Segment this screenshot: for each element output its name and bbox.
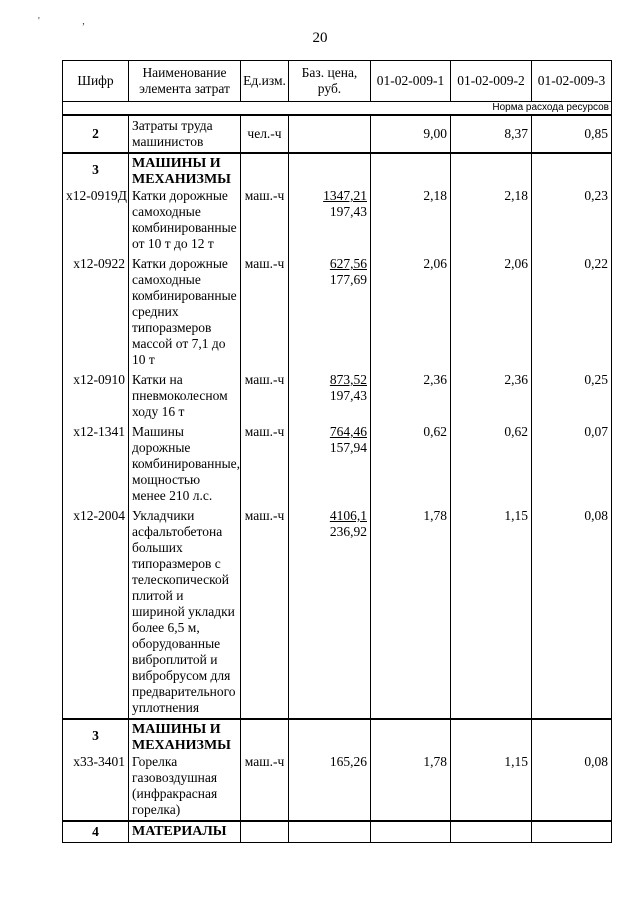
price-wage: 177,69 — [329, 272, 367, 287]
price-base: 764,46 — [329, 424, 367, 439]
row-name: Затраты труда машинистов — [129, 115, 241, 153]
section-code: 4 — [63, 821, 129, 843]
row-v2: 0,62 — [451, 422, 532, 506]
row-name: Катки дорожные самоходные комбинированные от 10 т до 12 т — [129, 188, 241, 254]
row-unit: маш.-ч — [241, 188, 289, 254]
header-price: Баз. цена, руб. — [289, 61, 371, 102]
row-name: Катки дорожные самоходные комбинированные средних типоразмеров массой от 7,1 до 10 т — [129, 254, 241, 370]
table-section-machines — [63, 153, 612, 188]
row-v1: 1,78 — [371, 754, 451, 821]
price-wage: 157,94 — [329, 440, 367, 455]
table-row — [63, 422, 612, 506]
section-code: 3 — [92, 162, 99, 177]
row-unit: маш.-ч — [241, 506, 289, 719]
row-v2: 8,37 — [451, 115, 532, 153]
row-code: х12-2004 — [63, 506, 129, 719]
header-name: Наименование элемента затрат — [129, 61, 241, 102]
row-v3: 0,25 — [532, 370, 612, 422]
row-code: х12-0910 — [63, 370, 129, 422]
price-base: 1347,21 — [323, 188, 367, 203]
row-v3: 0,08 — [532, 754, 612, 821]
table-row — [63, 254, 612, 370]
row-v3: 0,08 — [532, 506, 612, 719]
row-v1: 2,18 — [371, 188, 451, 254]
table-section-materials — [63, 821, 612, 843]
row-code: х33-3401 — [63, 754, 129, 821]
row-v2: 2,18 — [451, 188, 532, 254]
row-v2: 1,15 — [451, 506, 532, 719]
row-unit: чел.-ч — [241, 115, 289, 153]
row-unit: маш.-ч — [241, 370, 289, 422]
scan-marks: ' , — [38, 16, 105, 27]
row-v1: 1,78 — [371, 506, 451, 719]
row-v1: 2,06 — [371, 254, 451, 370]
row-v3: 0,85 — [532, 115, 612, 153]
row-unit: маш.-ч — [241, 754, 289, 821]
row-code: 2 — [63, 115, 129, 153]
table-row — [63, 754, 612, 821]
row-code: х12-1341 — [63, 422, 129, 506]
row-v2: 2,06 — [451, 254, 532, 370]
price-base: 4106,1 — [329, 508, 367, 523]
header-col1: 01-02-009-1 — [371, 61, 451, 102]
norm-label: Норма расхода ресурсов — [63, 102, 612, 116]
row-v2: 1,15 — [451, 754, 532, 821]
table-row — [63, 370, 612, 422]
table-row-labor — [63, 115, 612, 153]
row-code: х12-0919Д — [63, 188, 129, 254]
section-title: МАТЕРИАЛЫ — [129, 821, 241, 843]
row-v3: 0,23 — [532, 188, 612, 254]
row-code: х12-0922 — [63, 254, 129, 370]
resource-table — [62, 60, 612, 843]
row-v3: 0,22 — [532, 254, 612, 370]
row-name: Укладчики асфальтобетона больших типоразмеров с телескопической плитой и шириной укладки более 6,5 м, оборудованные виброплитой и вибробрусом для предварительного уплотнения — [129, 506, 241, 719]
section-title: МАШИНЫ И МЕХАНИЗМЫ — [129, 719, 241, 754]
row-name: Горелка газовоздушная (инфракрасная горелка) — [129, 754, 241, 821]
norm-row — [63, 102, 612, 116]
table-section-machines-2 — [63, 719, 612, 754]
row-name: Катки на пневмоколесном ходу 16 т — [129, 370, 241, 422]
table-row — [63, 506, 612, 719]
row-v1: 9,00 — [371, 115, 451, 153]
row-unit: маш.-ч — [241, 422, 289, 506]
section-code: 3 — [92, 728, 99, 743]
row-v1: 0,62 — [371, 422, 451, 506]
price-wage: 236,92 — [329, 524, 367, 539]
row-v3: 0,07 — [532, 422, 612, 506]
header-unit: Ед.изм. — [241, 61, 289, 102]
page-number: 20 — [312, 30, 328, 46]
row-name: Машины дорожные комбинированные, мощностью менее 210 л.с. — [129, 422, 241, 506]
row-v1: 2,36 — [371, 370, 451, 422]
row-unit: маш.-ч — [241, 254, 289, 370]
table-row — [63, 188, 612, 254]
price-base: 627,56 — [329, 256, 367, 271]
price-wage: 197,43 — [329, 388, 367, 403]
header-code: Шифр — [63, 61, 129, 102]
section-title: МАШИНЫ И МЕХАНИЗМЫ — [129, 153, 241, 188]
price-base: 873,52 — [329, 372, 367, 387]
price-wage: 197,43 — [329, 204, 367, 219]
row-price — [289, 115, 371, 153]
header-col3: 01-02-009-3 — [532, 61, 612, 102]
row-price: 165,26 — [289, 754, 371, 821]
header-col2: 01-02-009-2 — [451, 61, 532, 102]
table-header-row — [63, 61, 612, 102]
row-v2: 2,36 — [451, 370, 532, 422]
